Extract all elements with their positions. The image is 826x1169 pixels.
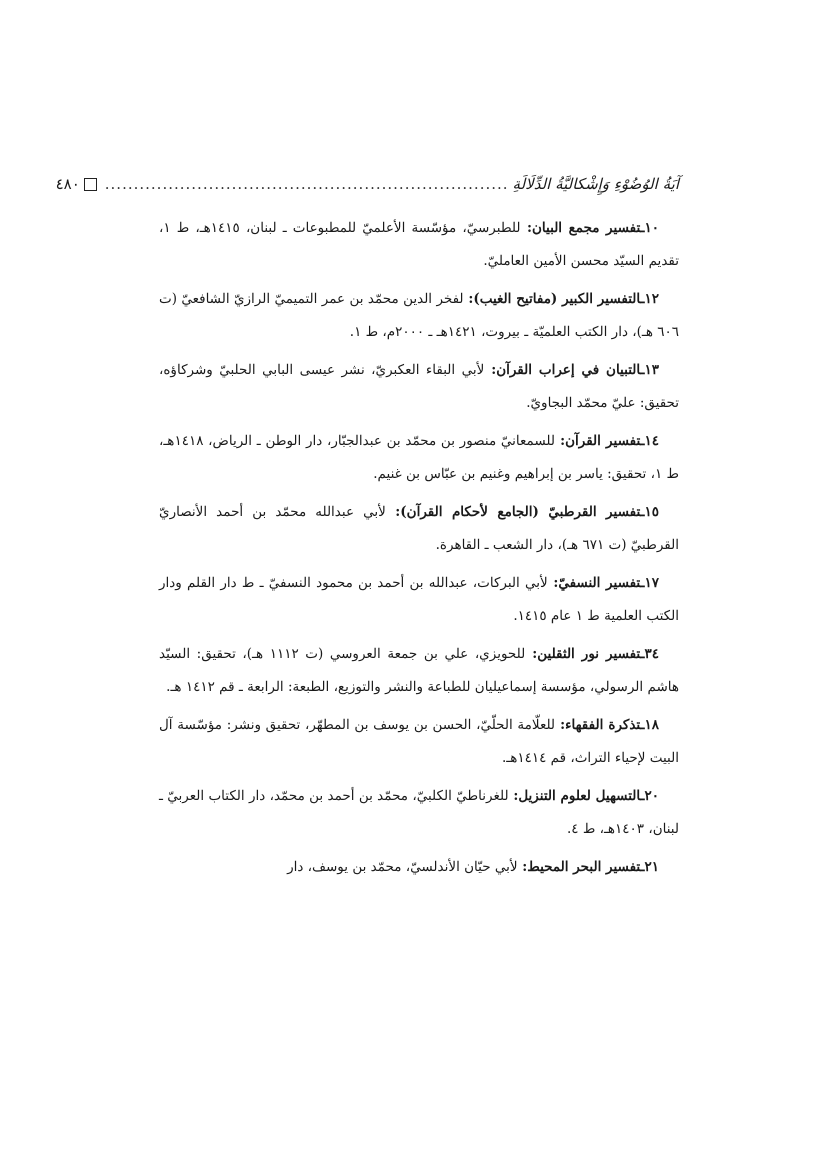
bibliography-entry: ١٨ـتذكرة الفقهاء: للعلّامة الحلّيّ، الحسن بن يوسف بن المطهّر، تحقيق ونشر: مؤسّسة آل البيت لإحياء التراث، قم ١٤١٤هـ. bbox=[159, 717, 679, 766]
entry-number: ١٥ bbox=[644, 504, 660, 520]
entry-text: لأبي عبدالله محمّد بن أحمد الأنصاريّ القرطبيّ (ت ٦٧١ هـ)، دار الشعب ـ القاهرة. bbox=[159, 504, 679, 553]
entry-title: تفسير النسفيّ bbox=[558, 575, 641, 591]
page-number: ٤٨٠ bbox=[55, 175, 80, 193]
entry-text: للحويزي، علي بن جمعة العروسي (ت ١١١٢ هـ)، تحقيق: السيّد هاشم الرسولي، مؤسسة إسماعيليان للطباعة والنشر والتوزيع، الطبعة: الرابعة ـ قم ١٤١٢ هـ. bbox=[159, 646, 679, 695]
book-page bbox=[55, 172, 679, 889]
entry-number: ١٧ bbox=[644, 575, 659, 591]
entry-number: ١٣ bbox=[644, 362, 659, 378]
entry-title: التبيان في إعراب القرآن bbox=[496, 362, 641, 378]
entry-title: تفسير نور الثقلين bbox=[537, 646, 641, 662]
entry-number: ٢٠ bbox=[644, 788, 660, 804]
entry-title: تفسير البحر المحيط bbox=[527, 859, 641, 875]
entry-title: تفسير القرآن bbox=[565, 433, 641, 449]
bibliography-entry: ١٢ـالتفسير الكبير (مفاتيح الغيب): لفخر الدين محمّد بن عمر التميميّ الرازيّ الشافعيّ (ت ٦٠٦ هـ)، دار الكتب العلميّة ـ بيروت، ١٤٢١هـ ـ ٢٠٠٠م، ط ١. bbox=[159, 291, 679, 340]
entry-title: تذكرة الفقهاء bbox=[565, 717, 641, 733]
running-header bbox=[55, 172, 679, 196]
bibliography-list bbox=[159, 212, 679, 884]
entry-text: لأبي البركات، عبدالله بن أحمد بن محمود النسفيّ ـ ط دار القلم ودار الكتب العلمية ط ١ عام ١٤١٥. bbox=[159, 575, 679, 624]
square-outline-icon bbox=[84, 178, 97, 191]
entry-text: لأبي البقاء العكبريّ، نشر عيسى البابي الحلبيّ وشركاؤه، تحقيق: عليّ محمّد البجاويّ. bbox=[159, 362, 679, 411]
entry-number: ١٨ bbox=[644, 717, 659, 733]
bibliography-entry: ١٥ـتفسير القرطبيّ (الجامع لأحكام القرآن): لأبي عبدالله محمّد بن أحمد الأنصاريّ القرطبيّ (ت ٦٧١ هـ)، دار الشعب ـ القاهرة. bbox=[159, 504, 679, 553]
bibliography-entry: ١٧ـتفسير النسفيّ: لأبي البركات، عبدالله بن أحمد بن محمود النسفيّ ـ ط دار القلم ودار الكتب العلمية ط ١ عام ١٤١٥. bbox=[159, 575, 679, 624]
entry-text: للعلّامة الحلّيّ، الحسن بن يوسف بن المطهّر، تحقيق ونشر: مؤسّسة آل البيت لإحياء التراث، قم ١٤١٤هـ. bbox=[159, 717, 679, 766]
entry-number: ١٤ bbox=[644, 433, 660, 449]
entry-text: للسمعانيّ منصور بن محمّد بن عبدالجبّار، دار الوطن ـ الرياض، ١٤١٨هـ، ط ١، تحقيق: ياسر بن إبراهيم وغنيم بن عبّاس بن غنيم. bbox=[159, 433, 679, 482]
bibliography-entry: ٢٠ـالتسهيل لعلوم التنزيل: للغرناطيّ الكلبيّ، محمّد بن أحمد بن محمّد، دار الكتاب العربيّ ـ لبنان، ١٤٠٣هـ، ط ٤. bbox=[159, 788, 679, 837]
entry-title: التسهيل لعلوم التنزيل bbox=[518, 788, 641, 804]
entry-text: للطبرسيّ، مؤسّسة الأعلميّ للمطبوعات ـ لبنان، ١٤١٥هـ، ط ١، تقديم السيّد محسن الأمين العامليّ. bbox=[159, 220, 679, 269]
bibliography-entry: ١٤ـتفسير القرآن: للسمعانيّ منصور بن محمّد بن عبدالجبّار، دار الوطن ـ الرياض، ١٤١٨هـ، ط ١، تحقيق: ياسر بن إبراهيم وغنيم بن عبّاس بن غنيم. bbox=[159, 433, 679, 482]
entry-number: ١٢ bbox=[644, 291, 659, 307]
entry-title: تفسير القرطبيّ (الجامع لأحكام القرآن) bbox=[400, 504, 641, 520]
running-title: آيَةُ الوُضُوْءِ وَإِشْكاليَّةُ الدِّلَالَةِ bbox=[512, 175, 679, 193]
entry-text: لأبي حيّان الأندلسيّ، محمّد بن يوسف، دار bbox=[287, 859, 518, 875]
entry-number: ٣٤ bbox=[644, 646, 659, 662]
dot-leader: ...................................................................... bbox=[104, 175, 509, 193]
entry-title: تفسير مجمع البيان bbox=[532, 220, 641, 236]
entry-text: لفخر الدين محمّد بن عمر التميميّ الرازيّ الشافعيّ (ت ٦٠٦ هـ)، دار الكتب العلميّة ـ بيروت، ١٤٢١هـ ـ ٢٠٠٠م، ط ١. bbox=[159, 291, 679, 340]
bibliography-entry: ٣٤ـتفسير نور الثقلين: للحويزي، علي بن جمعة العروسي (ت ١١١٢ هـ)، تحقيق: السيّد هاشم الرسولي، مؤسسة إسماعيليان للطباعة والنشر والتوزيع، الطبعة: الرابعة ـ قم ١٤١٢ هـ. bbox=[159, 646, 679, 695]
bibliography-entry: ١٣ـالتبيان في إعراب القرآن: لأبي البقاء العكبريّ، نشر عيسى البابي الحلبيّ وشركاؤه، تحقيق: عليّ محمّد البجاويّ. bbox=[159, 362, 679, 411]
entry-text: للغرناطيّ الكلبيّ، محمّد بن أحمد بن محمّد، دار الكتاب العربيّ ـ لبنان، ١٤٠٣هـ، ط ٤. bbox=[159, 788, 679, 837]
entry-number: ١٠ bbox=[644, 220, 660, 236]
bibliography-entry: ٢١ـتفسير البحر المحيط: لأبي حيّان الأندلسيّ، محمّد بن يوسف، دار bbox=[287, 859, 659, 875]
bibliography-entry: ١٠ـتفسير مجمع البيان: للطبرسيّ، مؤسّسة الأعلميّ للمطبوعات ـ لبنان، ١٤١٥هـ، ط ١، تقديم السيّد محسن الأمين العامليّ. bbox=[159, 220, 679, 269]
entry-number: ٢١ bbox=[644, 859, 659, 875]
entry-title: التفسير الكبير (مفاتيح الغيب) bbox=[473, 291, 641, 307]
